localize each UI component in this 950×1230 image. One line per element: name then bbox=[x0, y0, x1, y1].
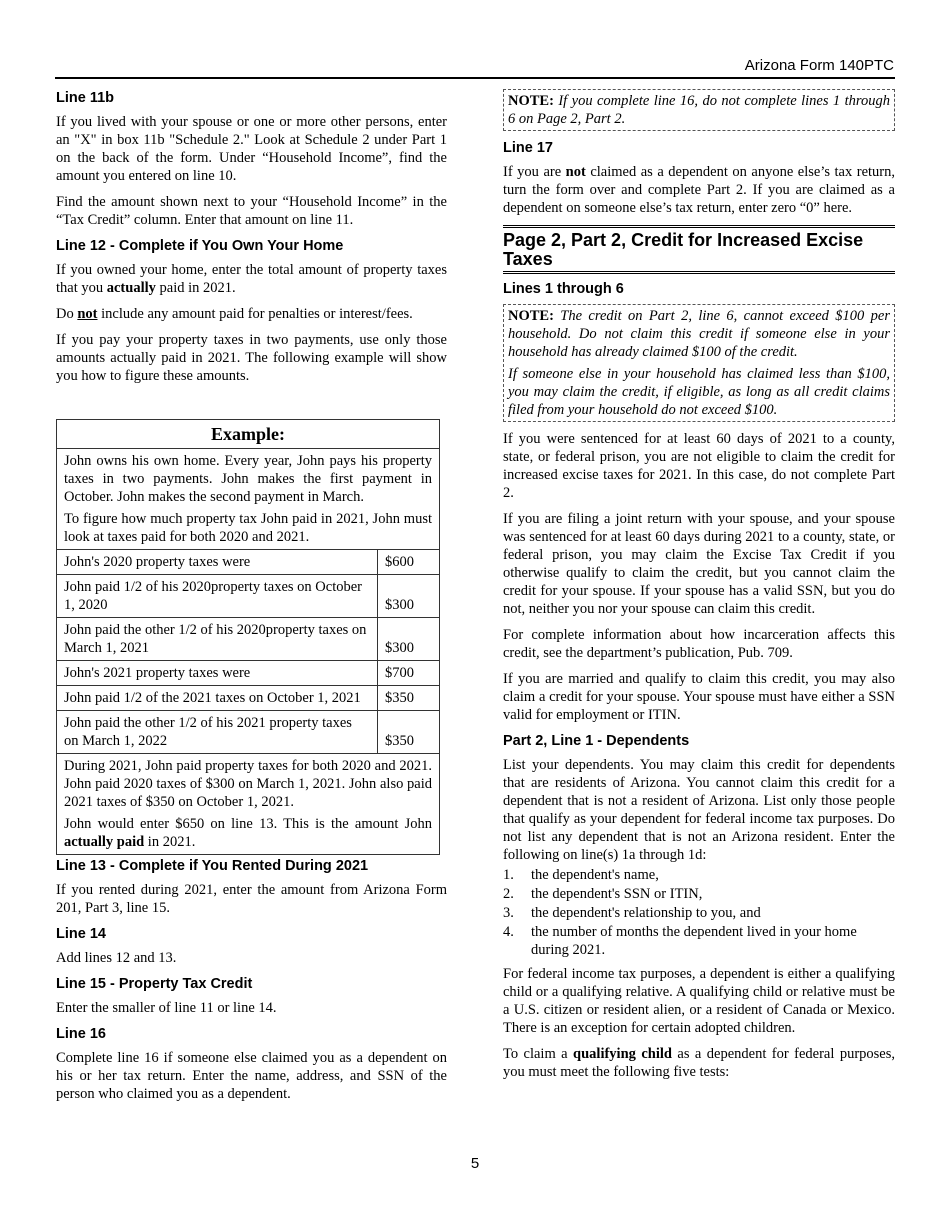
list-item: 1. the dependent's name, bbox=[503, 867, 659, 883]
header-rule bbox=[55, 77, 895, 79]
line-11b-paragraph-1: If you lived with your spouse or one or more other persons, enter an "X" in box 11b "Schedule 2." Look at Schedule 2 under Part 1 on the back of the form. Under “Household Income”, find the amount you entered on line 10. bbox=[56, 114, 447, 184]
line-16-heading: Line 16 bbox=[56, 1026, 106, 1042]
lines-1-6-heading: Lines 1 through 6 bbox=[503, 281, 624, 297]
line-14-paragraph: Add lines 12 and 13. bbox=[56, 950, 177, 966]
line-15-heading: Line 15 - Property Tax Credit bbox=[56, 976, 253, 992]
line-11b-heading: Line 11b bbox=[56, 90, 115, 106]
line-17-heading: Line 17 bbox=[503, 140, 553, 156]
list-item: 2. the dependent's SSN or ITIN, bbox=[503, 886, 703, 902]
dependents-heading: Part 2, Line 1 - Dependents bbox=[503, 733, 690, 749]
line-14-heading: Line 14 bbox=[56, 926, 106, 942]
line-12-paragraph-1: If you owned your home, enter the total amount of property taxes that you actually paid in 2021. bbox=[56, 262, 447, 296]
table-row: John's 2021 property taxes were $700 bbox=[57, 661, 440, 686]
page-number: 5 bbox=[470, 1155, 480, 1172]
qualifying-paragraph: For federal income tax purposes, a dependent is either a qualifying child or a qualifying relative. A qualifying child or relative must be a U.S. citizen or resident alien, or a resident of Canada or Mexico. There is an exception for certain adopted children. bbox=[503, 966, 895, 1036]
list-item: 4. the number of months the dependent lived in your home during 2021. bbox=[503, 924, 857, 958]
dependents-paragraph: List your dependents. You may claim this credit for dependents that are residents of Arizona. You cannot claim this credit for a dependent that is not a resident of Arizona. List only those people that qualify as your dependent for federal income tax purposes. Do not list any dependent that is not an Arizona resident. Enter the following on line(s) 1a through 1d: bbox=[503, 757, 895, 863]
line-17-paragraph: If you are not claimed as a dependent on anyone else’s tax return, turn the form over and complete Part 2. If you are claimed as a dependent on someone else’s tax return, enter zero “0” here. bbox=[503, 164, 895, 216]
table-row: John paid 1/2 of his 2020property taxes on October 1, 2020 $300 bbox=[57, 575, 440, 618]
example-intro: John owns his own home. Every year, John pays his property taxes in two payments. John makes the first payment in October. John makes the second payment in March. To figure how much property tax John paid in 2021, John must look at taxes paid for both 2020 and 2021. bbox=[57, 449, 440, 550]
spouse-paragraph: If you are married and qualify to claim this credit, you may also claim a credit for your spouse. Your spouse must have either a SSN valid for employment or ITIN. bbox=[503, 671, 895, 723]
table-row: John paid the other 1/2 of his 2020property taxes on March 1, 2021 $300 bbox=[57, 618, 440, 661]
dependents-list bbox=[503, 866, 895, 959]
right-column bbox=[503, 89, 895, 1089]
table-row: John paid 1/2 of the 2021 taxes on October 1, 2021 $350 bbox=[57, 686, 440, 711]
note-box: NOTE: If you complete line 16, do not complete lines 1 through 6 on Page 2, Part 2. bbox=[503, 89, 895, 131]
note-box-2: NOTE: The credit on Part 2, line 6, cannot exceed $100 per household. Do not claim this credit if someone else in your household has already claimed $100 of the credit. If someone else in your household has claimed less than $100, you may claim the credit, if eligible, as long as all credit claims filed from your household do not exceed $100. bbox=[503, 304, 895, 422]
line-13-heading: Line 13 - Complete if You Rented During 2021 bbox=[56, 858, 369, 874]
line-12-paragraph-2: Do not include any amount paid for penalties or interest/fees. bbox=[56, 306, 413, 322]
example-table bbox=[56, 419, 440, 855]
line-11b-paragraph-2: Find the amount shown next to your “Household Income” in the “Tax Credit” column. Enter that amount on line 11. bbox=[56, 194, 447, 228]
line-15-paragraph: Enter the smaller of line 11 or line 14. bbox=[56, 1000, 277, 1016]
left-column bbox=[56, 89, 447, 1111]
line-13-paragraph: If you rented during 2021, enter the amount from Arizona Form 201, Part 3, line 15. bbox=[56, 882, 447, 916]
line-12-heading: Line 12 - Complete if You Own Your Home bbox=[56, 238, 344, 254]
qualifying-child-paragraph: To claim a qualifying child as a dependent for federal purposes, you must meet the following five tests: bbox=[503, 1046, 895, 1080]
part-2-heading: Page 2, Part 2, Credit for Increased Excise Taxes bbox=[503, 225, 895, 274]
table-row: John's 2020 property taxes were $600 bbox=[57, 550, 440, 575]
list-item: 3. the dependent's relationship to you, and bbox=[503, 905, 761, 921]
publication-paragraph: For complete information about how incarceration affects this credit, see the department’s publication, Pub. 709. bbox=[503, 627, 895, 661]
line-16-paragraph: Complete line 16 if someone else claimed you as a dependent on his or her tax return. Enter the name, address, and SSN of the person who claimed you as a dependent. bbox=[56, 1050, 447, 1102]
example-title: Example: bbox=[57, 420, 440, 449]
form-title: Arizona Form 140PTC bbox=[744, 57, 894, 74]
table-row: John paid the other 1/2 of his 2021 property taxes on March 1, 2022 $350 bbox=[57, 711, 440, 754]
incarceration-paragraph: If you were sentenced for at least 60 days of 2021 to a county, state, or federal prison, you are not eligible to claim the credit for increased excise taxes for 2021. In this case, do not complete Part 2. bbox=[503, 431, 895, 501]
joint-return-paragraph: If you are filing a joint return with your spouse, and your spouse was sentenced for at least 60 days during 2021 to a county, state, or federal prison, you may claim the Excise Tax Credit if you otherwise qualify to claim the credit, but you cannot claim the credit for your spouse. If your spouse has a valid SSN, but you do not, neither you nor your spouse can claim this credit. bbox=[503, 511, 895, 617]
line-12-paragraph-3: If you pay your property taxes in two payments, use only those amounts actually paid in 2021. The following example will show you how to figure these amounts. bbox=[56, 332, 447, 384]
example-outro: During 2021, John paid property taxes for both 2020 and 2021. John paid 2020 taxes of $300 on March 1, 2021. John also paid 2021 taxes of $350 on October 1, 2021. John would enter $650 on line 13. This is the amount John actually paid in 2021. bbox=[57, 754, 440, 855]
